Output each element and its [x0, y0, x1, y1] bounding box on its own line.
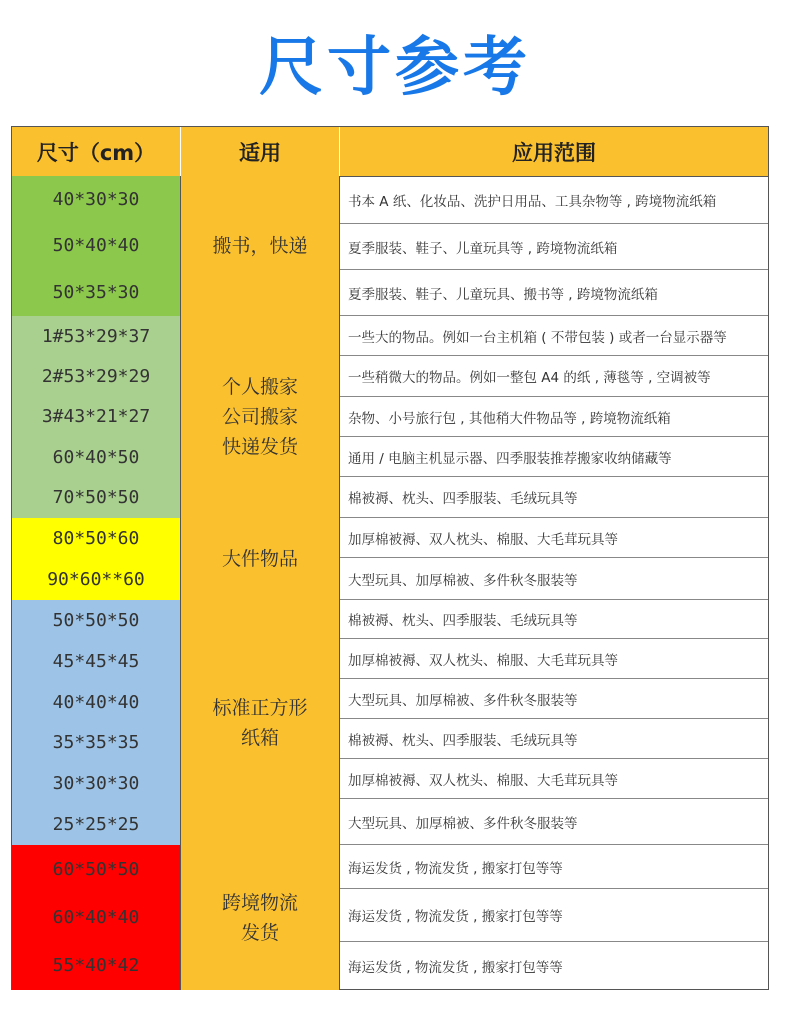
description-cell: 大型玩具、加厚棉被、多件秋冬服装等 — [340, 799, 768, 845]
category-label: 个人搬家 — [221, 376, 298, 398]
description-cell: 书本 A 纸、化妆品、洗护日用品、工具杂物等 , 跨境物流纸箱 — [340, 176, 768, 224]
size-cell: 25*25*25 — [52, 814, 140, 836]
size-cell: 40*30*30 — [52, 188, 140, 210]
header-use: 适用 — [181, 127, 339, 176]
category-label: 跨境物流 — [221, 891, 298, 914]
description-cell: 海运发货 , 物流发货 , 搬家打包等等 — [340, 845, 768, 889]
header-size: 尺寸（cm） — [12, 127, 180, 176]
category-label: 纸箱 — [240, 726, 279, 749]
size-cell: 2#53*29*29 — [41, 366, 151, 388]
size-cell: 50*50*50 — [52, 609, 140, 631]
description-cell: 大型玩具、加厚棉被、多件秋冬服装等 — [340, 558, 768, 600]
category-cell — [181, 176, 339, 316]
size-cell: 60*40*50 — [52, 446, 140, 468]
size-cell: 50*35*30 — [52, 282, 140, 304]
description-cell: 海运发货 , 物流发货 , 搬家打包等等 — [340, 889, 768, 942]
description-cell: 加厚棉被褥、双人枕头、棉服、大毛茸玩具等 — [340, 639, 768, 679]
description-cell: 杂物、小号旅行包 , 其他稍大件物品等 , 跨境物流纸箱 — [340, 397, 768, 437]
description-cell: 加厚棉被褥、双人枕头、棉服、大毛茸玩具等 — [340, 518, 768, 558]
size-cell: 35*35*35 — [52, 732, 140, 754]
header-range: 应用范围 — [340, 127, 768, 176]
category-label: 发货 — [240, 921, 279, 944]
size-cell: 55*40*42 — [52, 955, 140, 977]
description-cell: 加厚棉被褥、双人枕头、棉服、大毛茸玩具等 — [340, 759, 768, 799]
category-cell — [181, 845, 339, 990]
size-cell: 40*40*40 — [52, 691, 140, 713]
description-cell: 棉被褥、枕头、四季服装、毛绒玩具等 — [340, 477, 768, 518]
description-cell: 一些大的物品。例如一台主机箱 ( 不带包装 ) 或者一台显示器等 — [340, 316, 768, 356]
description-cell: 棉被褥、枕头、四季服装、毛绒玩具等 — [340, 600, 768, 639]
description-cell: 通用 / 电脑主机显示器、四季服装推荐搬家收纳储藏等 — [340, 437, 768, 477]
category-label: 大件物品 — [221, 548, 298, 570]
description-cell: 一些稍微大的物品。例如一整包 A4 的纸 , 薄毯等 , 空调被等 — [340, 356, 768, 397]
page-title: 尺寸参考 — [259, 31, 531, 105]
description-cell: 海运发货 , 物流发货 , 搬家打包等等 — [348, 960, 563, 976]
size-cell: 45*45*45 — [52, 650, 140, 672]
category-label: 标准正方形 — [212, 696, 308, 719]
description-cell: 棉被褥、枕头、四季服装、毛绒玩具等 — [340, 719, 768, 759]
size-cell: 50*40*40 — [52, 235, 140, 257]
category-cell — [181, 316, 339, 518]
description-cell: 大型玩具、加厚棉被、多件秋冬服装等 — [340, 679, 768, 719]
size-cell: 90*60**60 — [47, 569, 145, 590]
category-cell — [181, 600, 339, 845]
description-cell: 夏季服装、鞋子、儿童玩具等 , 跨境物流纸箱 — [340, 224, 768, 270]
size-cell: 60*40*40 — [52, 906, 140, 928]
size-reference-table — [11, 126, 769, 990]
description-cell: 夏季服装、鞋子、儿童玩具、搬书等 , 跨境物流纸箱 — [340, 270, 768, 316]
size-cell: 80*50*60 — [52, 528, 140, 549]
size-cell: 70*50*50 — [52, 487, 140, 509]
size-cell: 60*50*50 — [52, 858, 140, 880]
size-cell: 3#43*21*27 — [41, 406, 151, 428]
category-label: 快递发货 — [221, 436, 298, 458]
size-cell: 30*30*30 — [52, 773, 140, 795]
category-label: 公司搬家 — [221, 406, 298, 428]
category-cell — [181, 518, 339, 600]
size-cell: 1#53*29*37 — [41, 325, 151, 347]
category-label: 搬书，快递 — [212, 235, 308, 257]
